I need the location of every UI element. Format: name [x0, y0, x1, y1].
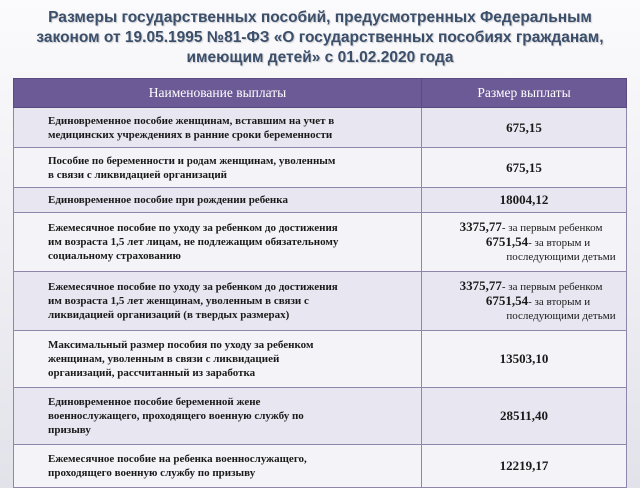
benefit-name: Единовременное пособие при рождении ребенка [14, 188, 422, 213]
table-header-row [14, 79, 627, 108]
table-row [14, 213, 627, 272]
table-row [14, 108, 627, 148]
benefit-name: Ежемесячное пособие по уходу за ребенком до достижения им возраста 1,5 лет женщинам, уволенным в связи с ликвидацией организаций (в твердых размерах) [14, 272, 422, 331]
benefit-amount: 18004,12 [422, 188, 627, 213]
page-title [0, 8, 640, 68]
amount-note: - за первым ребенком [501, 281, 603, 294]
benefit-amount: 13503,10 [422, 331, 627, 388]
amount-second-child: 6751,54 [485, 234, 529, 250]
benefit-amount [422, 213, 627, 272]
amount-note: последующими детьми [506, 310, 616, 323]
benefit-amount [422, 272, 627, 331]
amount-first-child: 3375,77 [459, 278, 502, 294]
column-header-amount: Размер выплаты [422, 79, 627, 108]
benefit-name: Единовременное пособие беременной жене военнослужащего, проходящего военную службу по призыву [14, 387, 422, 444]
benefit-amount: 12219,17 [422, 444, 627, 487]
title-line-2: законом от 19.05.1995 №81-ФЗ «О государственных пособиях гражданам, [36, 29, 604, 46]
amount-first-child: 3375,77 [459, 219, 502, 235]
amount-note: - за первым ребенком [501, 222, 603, 235]
table-row [14, 444, 627, 487]
table-row [14, 387, 627, 444]
benefit-name: Ежемесячное пособие на ребенка военнослужащего, проходящего военную службу по призыву [14, 444, 422, 487]
title-line-1: Размеры государственных пособий, предусмотренных Федеральным [48, 9, 592, 26]
title-line-3: имеющим детей» с 01.02.2020 года [186, 49, 454, 66]
table-row [14, 148, 627, 188]
table-row [14, 331, 627, 388]
table-row [14, 272, 627, 331]
benefit-name: Единовременное пособие женщинам, вставшим на учет в медицинских учреждениях в ранние сроки беременности [14, 108, 422, 148]
benefit-name: Пособие по беременности и родам женщинам, уволенным в связи с ликвидацией организаций [14, 148, 422, 188]
column-header-name: Наименование выплаты [14, 79, 422, 108]
benefit-name: Ежемесячное пособие по уходу за ребенком до достижения им возраста 1,5 лет лицам, не подлежащим обязательному социальному страхованию [14, 213, 422, 272]
benefits-table [13, 78, 627, 488]
benefit-amount: 675,15 [422, 148, 627, 188]
benefit-name: Максимальный размер пособия по уходу за ребенком женщинам, уволенным в связи с ликвидацией организаций, рассчитанный из заработка [14, 331, 422, 388]
benefit-amount: 675,15 [422, 108, 627, 148]
benefit-amount: 28511,40 [422, 387, 627, 444]
table-row [14, 188, 627, 213]
amount-second-child: 6751,54 [485, 293, 529, 309]
amount-note: последующими детьми [506, 251, 616, 264]
amount-note: - за вторым и [528, 296, 591, 309]
amount-note: - за вторым и [528, 237, 591, 250]
